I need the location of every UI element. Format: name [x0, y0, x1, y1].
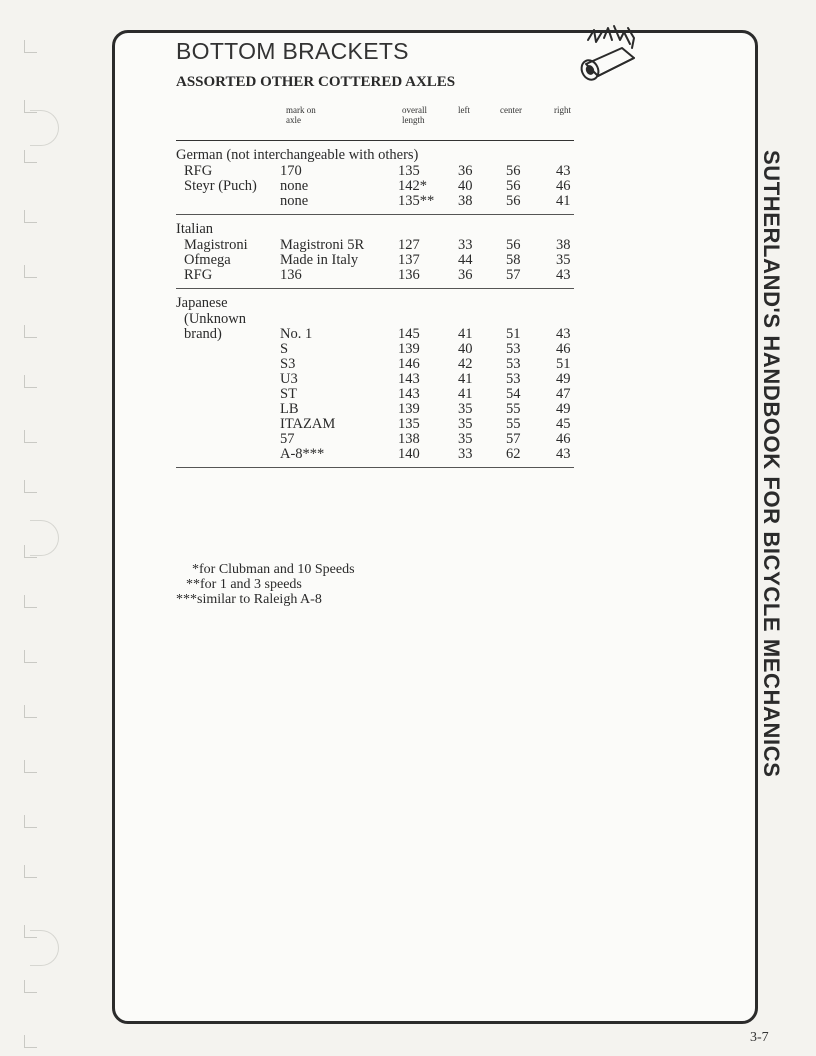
cell-center: 53 — [506, 371, 521, 387]
binder-tick — [24, 210, 37, 223]
cell-right: 46 — [556, 178, 571, 194]
cell-overall: 143 — [398, 386, 420, 402]
cell-mark: 170 — [280, 163, 302, 179]
group-rule — [176, 214, 574, 215]
cell-mark: U3 — [280, 371, 298, 387]
cell-brand: RFG — [184, 163, 213, 179]
header-left: left — [458, 105, 470, 115]
cell-mark: ST — [280, 386, 297, 402]
section-subtitle: ASSORTED OTHER COTTERED AXLES — [176, 74, 456, 90]
table-row — [176, 387, 574, 402]
table-row — [176, 164, 574, 179]
cell-overall: 139 — [398, 401, 420, 417]
cell-center: 53 — [506, 341, 521, 357]
cell-left: 35 — [458, 401, 473, 417]
cell-overall: 137 — [398, 252, 420, 268]
cell-center: 57 — [506, 267, 521, 283]
table-row — [176, 417, 574, 432]
cell-left: 33 — [458, 237, 473, 253]
cell-brand: Steyr (Puch) — [184, 178, 257, 194]
cell-center: 56 — [506, 193, 521, 209]
side-title: SUTHERLAND'S HANDBOOK FOR BICYCLE MECHANICS — [759, 150, 784, 778]
cell-right: 49 — [556, 401, 571, 417]
cell-left: 40 — [458, 178, 473, 194]
cell-overall: 139 — [398, 341, 420, 357]
cell-left: 42 — [458, 356, 473, 372]
binder-tick — [24, 650, 37, 663]
cell-brand: Magistroni — [184, 237, 248, 253]
cell-left: 41 — [458, 326, 473, 342]
footnote: *for Clubman and 10 Speeds — [192, 562, 355, 577]
group-label: Italian — [176, 221, 214, 237]
cell-left: 33 — [458, 446, 473, 462]
cell-mark: No. 1 — [280, 326, 313, 342]
binder-tick — [24, 815, 37, 828]
cell-brand: RFG — [184, 267, 213, 283]
table-body — [176, 147, 574, 468]
cell-overall: 135 — [398, 163, 420, 179]
binder-tick — [24, 705, 37, 718]
footnote: ***similar to Raleigh A-8 — [176, 592, 322, 607]
table-row — [176, 268, 574, 283]
cell-mark: S3 — [280, 356, 296, 372]
group-rule — [176, 467, 574, 468]
table-row — [176, 327, 574, 342]
cell-right: 49 — [556, 371, 571, 387]
binder-tick — [24, 375, 37, 388]
table-row — [176, 312, 574, 327]
header-right: right — [554, 105, 571, 115]
header-overall: overall length — [402, 105, 427, 125]
cell-mark: 136 — [280, 267, 302, 283]
cell-right: 47 — [556, 386, 571, 402]
table-row — [176, 402, 574, 417]
group-label: Japanese — [176, 295, 228, 311]
table-row — [176, 179, 574, 194]
cell-overall: 138 — [398, 431, 420, 447]
table-row — [176, 432, 574, 447]
cell-mark: Magistroni 5R — [280, 237, 365, 253]
binder-tick — [24, 430, 37, 443]
table-row — [176, 357, 574, 372]
table-row — [176, 447, 574, 462]
cell-center: 53 — [506, 356, 521, 372]
table-row — [176, 238, 574, 253]
binder-tick — [24, 325, 37, 338]
cell-overall: 135** — [398, 193, 435, 209]
cell-right: 45 — [556, 416, 571, 432]
binder-tick — [24, 980, 37, 993]
binder-tick — [24, 865, 37, 878]
cell-brand: (Unknown — [184, 311, 247, 327]
cell-right: 38 — [556, 237, 571, 253]
table-row — [176, 194, 574, 209]
cell-overall: 145 — [398, 326, 420, 342]
binder-ring — [30, 110, 59, 146]
cell-center: 62 — [506, 446, 521, 462]
cell-left: 44 — [458, 252, 473, 268]
cell-mark: none — [280, 178, 309, 194]
table-row — [176, 253, 574, 268]
axle-table — [176, 105, 574, 474]
roller-logo-icon — [568, 18, 648, 88]
cell-mark: 57 — [280, 431, 295, 447]
cell-right: 46 — [556, 431, 571, 447]
cell-center: 51 — [506, 326, 521, 342]
cell-center: 54 — [506, 386, 521, 402]
cell-overall: 135 — [398, 416, 420, 432]
cell-left: 38 — [458, 193, 473, 209]
cell-left: 36 — [458, 163, 473, 179]
table-rule — [176, 140, 574, 141]
cell-center: 58 — [506, 252, 521, 268]
cell-left: 36 — [458, 267, 473, 283]
footnotes — [176, 562, 355, 607]
cell-left: 35 — [458, 416, 473, 432]
cell-center: 56 — [506, 237, 521, 253]
cell-left: 40 — [458, 341, 473, 357]
cell-mark: A-8*** — [280, 446, 325, 462]
cell-mark: LB — [280, 401, 299, 417]
group-label: German (not interchangeable with others) — [176, 147, 419, 163]
cell-overall: 136 — [398, 267, 420, 283]
cell-right: 51 — [556, 356, 571, 372]
cell-right: 41 — [556, 193, 571, 209]
cell-center: 55 — [506, 416, 521, 432]
binder-tick — [24, 480, 37, 493]
binder-ring — [30, 930, 59, 966]
header-center: center — [500, 105, 522, 115]
binder-tick — [24, 595, 37, 608]
cell-left: 41 — [458, 386, 473, 402]
cell-mark: none — [280, 193, 309, 209]
cell-center: 56 — [506, 163, 521, 179]
table-header — [176, 105, 574, 135]
page-number: 3-7 — [750, 1030, 769, 1045]
cell-right: 43 — [556, 326, 571, 342]
cell-left: 35 — [458, 431, 473, 447]
cell-overall: 146 — [398, 356, 420, 372]
cell-right: 43 — [556, 267, 571, 283]
cell-center: 56 — [506, 178, 521, 194]
binder-edge — [10, 0, 70, 1056]
cell-mark: S — [280, 341, 289, 357]
binder-tick — [24, 265, 37, 278]
cell-center: 57 — [506, 431, 521, 447]
header-mark: mark on axle — [286, 105, 316, 125]
side-title-band — [758, 150, 798, 900]
cell-right: 43 — [556, 446, 571, 462]
cell-overall: 143 — [398, 371, 420, 387]
binder-tick — [24, 40, 37, 53]
cell-mark: Made in Italy — [280, 252, 359, 268]
cell-overall: 142* — [398, 178, 427, 194]
cell-left: 41 — [458, 371, 473, 387]
binder-tick — [24, 760, 37, 773]
cell-right: 46 — [556, 341, 571, 357]
cell-overall: 140 — [398, 446, 420, 462]
cell-brand: Ofmega — [184, 252, 231, 268]
binder-tick — [24, 150, 37, 163]
footnote: **for 1 and 3 speeds — [186, 577, 302, 592]
binder-tick — [24, 1035, 37, 1048]
table-row — [176, 342, 574, 357]
cell-mark: ITAZAM — [280, 416, 336, 432]
cell-overall: 127 — [398, 237, 420, 253]
binder-ring — [30, 520, 59, 556]
table-row — [176, 372, 574, 387]
cell-center: 55 — [506, 401, 521, 417]
cell-right: 43 — [556, 163, 571, 179]
group-rule — [176, 288, 574, 289]
cell-right: 35 — [556, 252, 571, 268]
cell-brand: brand) — [184, 326, 222, 342]
page-title: BOTTOM BRACKETS — [176, 38, 409, 64]
